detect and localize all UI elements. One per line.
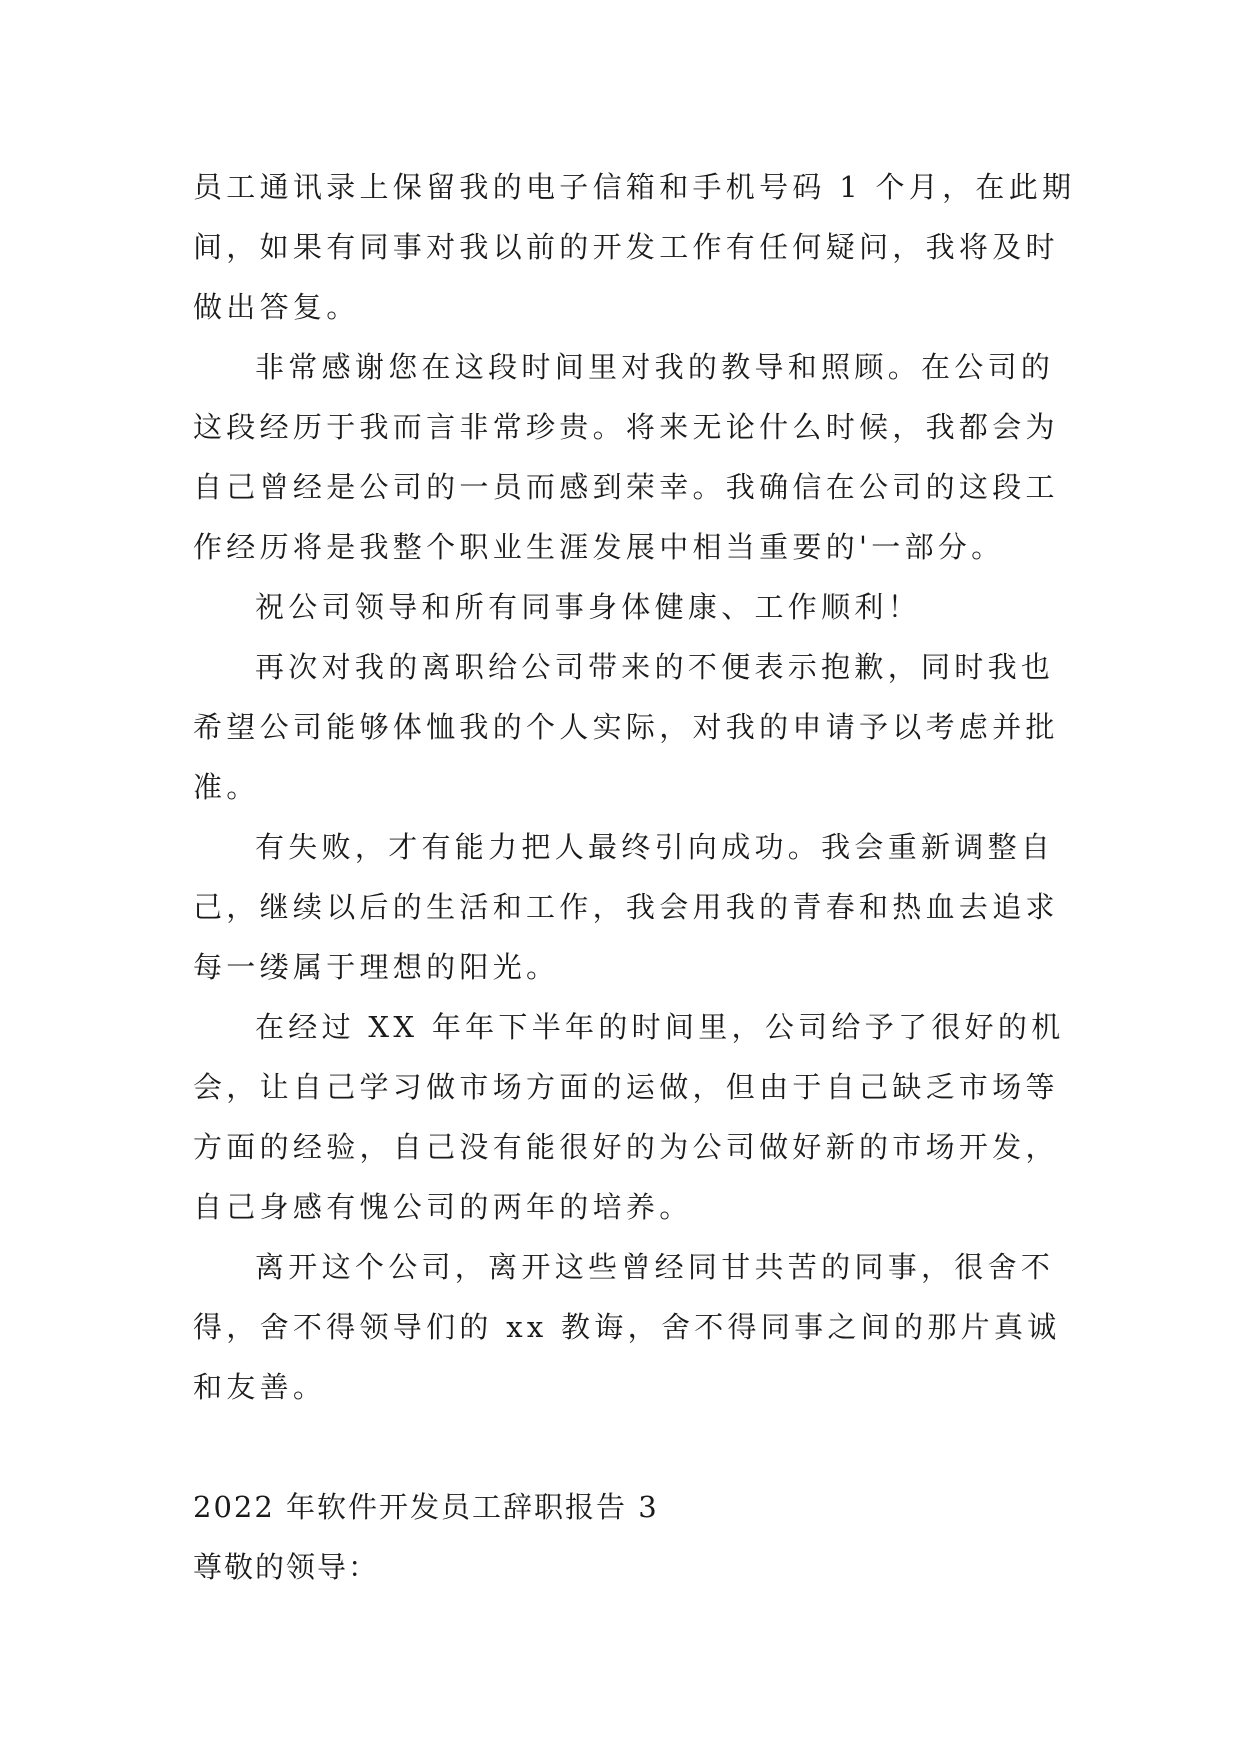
body-line: 自己曾经是公司的一员而感到荣幸。我确信在公司的这段工 — [193, 470, 1059, 504]
body-line: 希望公司能够体恤我的个人实际，对我的申请予以考虑并批 — [193, 710, 1059, 744]
body-line: 方面的经验，自己没有能很好的为公司做好新的市场开发， — [193, 1130, 1059, 1164]
body-line: 会，让自己学习做市场方面的运做，但由于自己缺乏市场等 — [193, 1070, 1059, 1104]
body-line: 每一缕属于理想的阳光。 — [193, 950, 560, 984]
section-title: 2022 年软件开发员工辞职报告 3 — [193, 1490, 659, 1524]
paragraph-start: 再次对我的离职给公司带来的不便表示抱歉，同时我也 — [255, 650, 1055, 684]
paragraph-start: 有失败，才有能力把人最终引向成功。我会重新调整自 — [255, 830, 1055, 864]
paragraph-start: 离开这个公司，离开这些曾经同甘共苦的同事，很舍不 — [255, 1250, 1055, 1284]
body-line: 己，继续以后的生活和工作，我会用我的青春和热血去追求 — [193, 890, 1059, 924]
paragraph-start: 在经过 XX 年年下半年的时间里，公司给予了很好的机 — [255, 1010, 1065, 1044]
body-line: 员工通讯录上保留我的电子信箱和手机号码 1 个月，在此期 — [193, 170, 1076, 204]
salutation: 尊敬的领导： — [193, 1550, 380, 1584]
paragraph-start: 非常感谢您在这段时间里对我的教导和照顾。在公司的 — [255, 350, 1055, 384]
paragraph-start: 祝公司领导和所有同事身体健康、工作顺利！ — [255, 590, 922, 624]
body-line: 得，舍不得领导们的 xx 教诲，舍不得同事之间的那片真诚 — [193, 1310, 1061, 1344]
body-line: 和友善。 — [193, 1370, 327, 1404]
body-line: 作经历将是我整个职业生涯发展中相当重要的'一部分。 — [193, 530, 1005, 564]
body-line: 准。 — [193, 770, 260, 804]
body-line: 这段经历于我而言非常珍贵。将来无论什么时候，我都会为 — [193, 410, 1059, 444]
body-line: 间，如果有同事对我以前的开发工作有任何疑问，我将及时 — [193, 230, 1059, 264]
body-line: 自己身感有愧公司的两年的培养。 — [193, 1190, 693, 1224]
body-line: 做出答复。 — [193, 290, 360, 324]
